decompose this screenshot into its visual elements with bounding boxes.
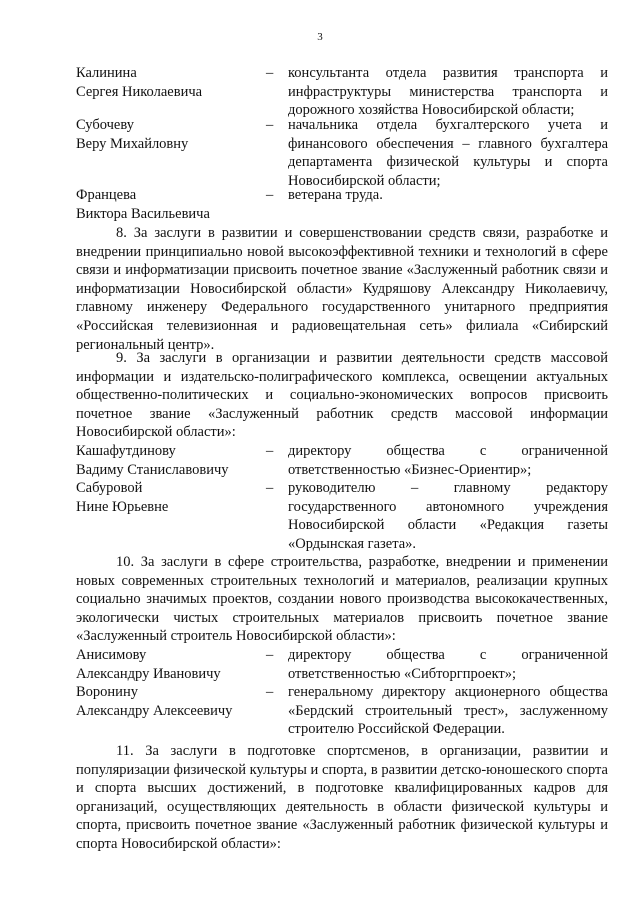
awardee-name: Анисимову Александру Ивановичу xyxy=(76,647,221,682)
awardee-position: руководителю – главному редактору государственного автономного учреждения Новосибирской области «Редакция газеты «Ордынская газета». xyxy=(288,480,608,552)
paragraph-10: 10. За заслуги в сфере строительства, разработке, внедрении и применении новых современных строительных технологий и материалов, реализации крупных социально значимых проектов, создании нового производства высококачественных, экологически чистых строительных материалов присвоить почетное звание «Заслуженный строитель Новосибирской области»: xyxy=(76,554,608,645)
dash: – xyxy=(266,684,274,700)
awardee-name: Кашафутдинову Вадиму Станиславовичу xyxy=(76,443,229,478)
paragraph-9: 9. За заслуги в организации и развитии деятельности средств массовой информации и издательско-полиграфического комплекса, освещении актуальных общественно-политических и социально-экономических вопросов присвоить почетное звание «Заслуженный работник средств массовой информации Новосибирской области»: xyxy=(76,350,608,441)
awardee-position: ветерана труда. xyxy=(288,187,383,203)
awardee-name: Субочеву Веру Михайловну xyxy=(76,117,189,152)
awardee-position: генеральному директору акционерного общества «Бердский строительный трест», заслуженному строителю Российской Федерации. xyxy=(288,684,608,738)
awardee-position: консультанта отдела развития транспорта и инфраструктуры министерства транспорта и дорожного хозяйства Новосибирской области; xyxy=(288,65,608,119)
dash: – xyxy=(266,187,274,203)
dash: – xyxy=(266,647,274,663)
awardee-name: Францева Виктора Васильевича xyxy=(76,187,210,222)
dash: – xyxy=(266,443,274,459)
paragraph-8: 8. За заслуги в развитии и совершенствовании средств связи, разработке и внедрении принципиально новой высокоэффективной техники и технологий в сфере связи и информатизации присвоить почетное звание «Заслуженный работник связи и информатизации Новосибирской области» Кудряшову Александру Николаевичу, главному инженеру Федерального государственного унитарного предприятия «Российская телевизионная и радиовещательная сеть» филиала «Сибирский региональный центр». xyxy=(76,225,608,353)
awardee-position: директору общества с ограниченной ответственностью «Бизнес-Ориентир»; xyxy=(288,443,608,478)
awardee-position: директору общества с ограниченной ответственностью «Сибторгпроект»; xyxy=(288,647,608,682)
page-number: 3 xyxy=(317,31,323,43)
awardee-name: Калинина Сергея Николаевича xyxy=(76,65,203,100)
awardee-name: Воронину Александру Алексеевичу xyxy=(76,684,233,719)
dash: – xyxy=(266,480,274,496)
paragraph-11: 11. За заслуги в подготовке спортсменов, в организации, развитии и популяризации физической культуры и спорта, в развитии детско-юношеского спорта и спорта высших достижений, в подготовке квалифицированных кадров для организаций, осуществляющих деятельность в области физической культуры и спорта, присвоить почетное звание «Заслуженный работник физической культуры и спорта Новосибирской области»: xyxy=(76,743,608,852)
awardee-position: начальника отдела бухгалтерского учета и финансового обеспечения – главного бухгалтера департамента физической культуры и спорта Новосибирской области; xyxy=(288,117,608,189)
awardee-name: Сабуровой Нине Юрьевне xyxy=(76,480,169,515)
dash: – xyxy=(266,117,274,133)
dash: – xyxy=(266,65,274,81)
